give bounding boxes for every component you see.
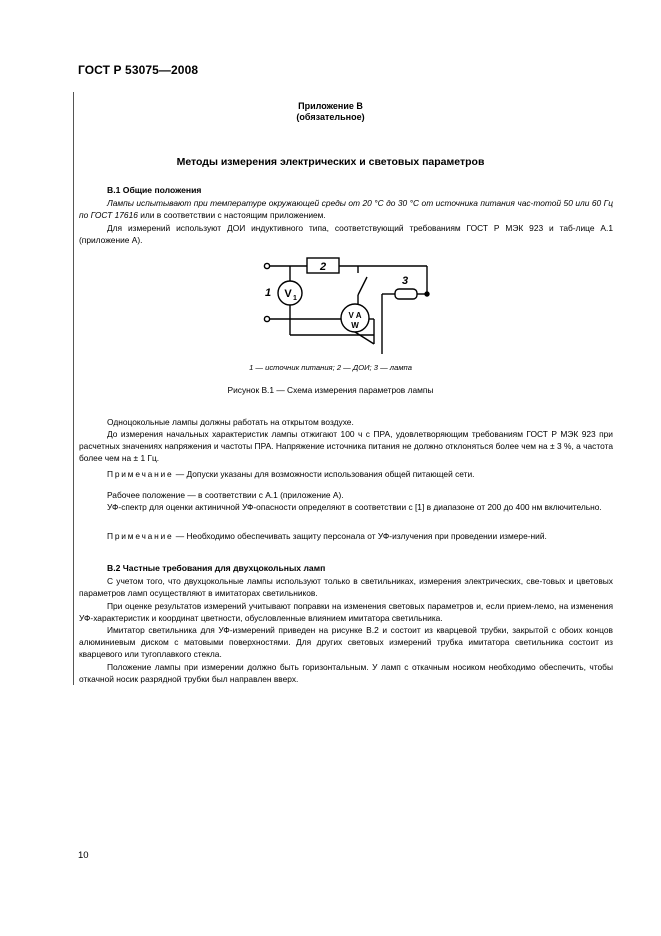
paragraph-uv-simulator: Имитатор светильника для УФ-измерений приведен на рисунке В.2 и состоит из кварцевой трубки, закрытой с обоих концов алюминиевым диском с матовыми поверхностями. Для других световых измерений трубка имитатора светильника состоит из кварцевого или тугоплавкого стекла. [79,625,613,660]
section-title: Методы измерения электрических и световых параметров [176,156,485,168]
paragraph-conditions-rest: или в соответствии с настоящим приложением. [137,210,326,221]
lamp-symbol [395,289,417,299]
terminal-top [264,263,269,268]
note-1 [79,468,613,480]
note-1-text: — Допуски указаны для возможности использования общей питающей сети. [173,469,475,479]
paragraph-doi: Для измерений используют ДОИ индуктивного типа, соответствующий требованиям ГОСТ Р МЭК 923 и таб-лице А.1 (приложение А). [79,223,613,246]
paragraph-lamp-position: Положение лампы при измерении должно быть горизонтальным. У ламп с откачным носиком необходимо обеспечить, чтобы откачной носик разрядной трубки был направлен вверх. [79,662,613,685]
subsection-heading-b2: В.2 Частные требования для двухцокольных ламп [107,563,326,573]
paragraph-open-air: Одноцокольные лампы должны работать на открытом воздухе. [107,417,354,427]
paragraph-luminaire-simulators: С учетом того, что двухцокольные лампы используют только в светильниках, измерения электрических, све-товых и цветовых параметров ламп осуществляют в имитаторах светильников. [79,576,613,599]
paragraph-annealing: До измерения начальных характеристик лампы отжигают 100 ч с ПРА, удовлетворяющим требованиям ГОСТ Р МЭК 923 при расчетных значениях напряжения и частоты ПРА. Напряжение источника питания не должно отклоняться более чем на ± 3 %, а частота более чем на ± 1 Гц. [79,429,613,464]
page-number: 10 [78,850,89,861]
paragraph-position: Рабочее положение — в соответствии с А.1 (приложение А). [107,490,344,500]
circuit-diagram [255,247,445,357]
note-1-label: Примечание [107,469,174,479]
paragraph-conditions-italic: Лампы испытывают при температуре окружающей среды от 20 °С до 30 °С от источника питания час-тотой 50 или 60 Гц по ГОСТ 17616 [79,198,613,221]
appendix-status: (обязательное) [296,112,365,122]
meter-va-label: V A [348,311,362,320]
note-2 [79,530,613,542]
junction-dot [425,292,429,296]
switch-blade [358,277,367,295]
label-3: 3 [401,275,409,287]
paragraph-conditions [79,197,613,221]
circuit-svg [255,247,445,357]
figure-caption: Рисунок В.1 — Схема измерения параметров лампы [227,385,434,395]
note-2-text: — Необходимо обеспечивать защиту персонала от УФ-излучения при проведении измере-ний. [173,531,547,541]
appendix-title: Приложение В [298,101,363,111]
paragraph-uv-spectrum: УФ-спектр для оценки актиничной УФ-опасности определяют в соответствии с [1] в диапазоне от 200 до 400 нм включительно. [107,502,602,512]
paragraph-corrections: При оценке результатов измерений учитывают поправки на изменения световых параметров и, если прием-лемо, на изменения УФ-характеристик и координат цветности, обусловленные влиянием имитатора светильника. [79,601,613,624]
document-id: ГОСТ Р 53075—2008 [78,63,199,77]
meter-v-label: V [284,288,292,300]
figure-legend: 1 — источник питания; 2 — ДОИ; 3 — лампа [249,363,412,372]
meter-v-sub: 1 [293,295,297,302]
note-2-label: Примечание [107,531,174,541]
label-1: 1 [264,287,272,299]
terminal-bottom [264,316,269,321]
label-2: 2 [319,261,327,273]
meter-w-label: W [351,321,359,330]
subsection-heading-b1: В.1 Общие положения [107,185,202,195]
